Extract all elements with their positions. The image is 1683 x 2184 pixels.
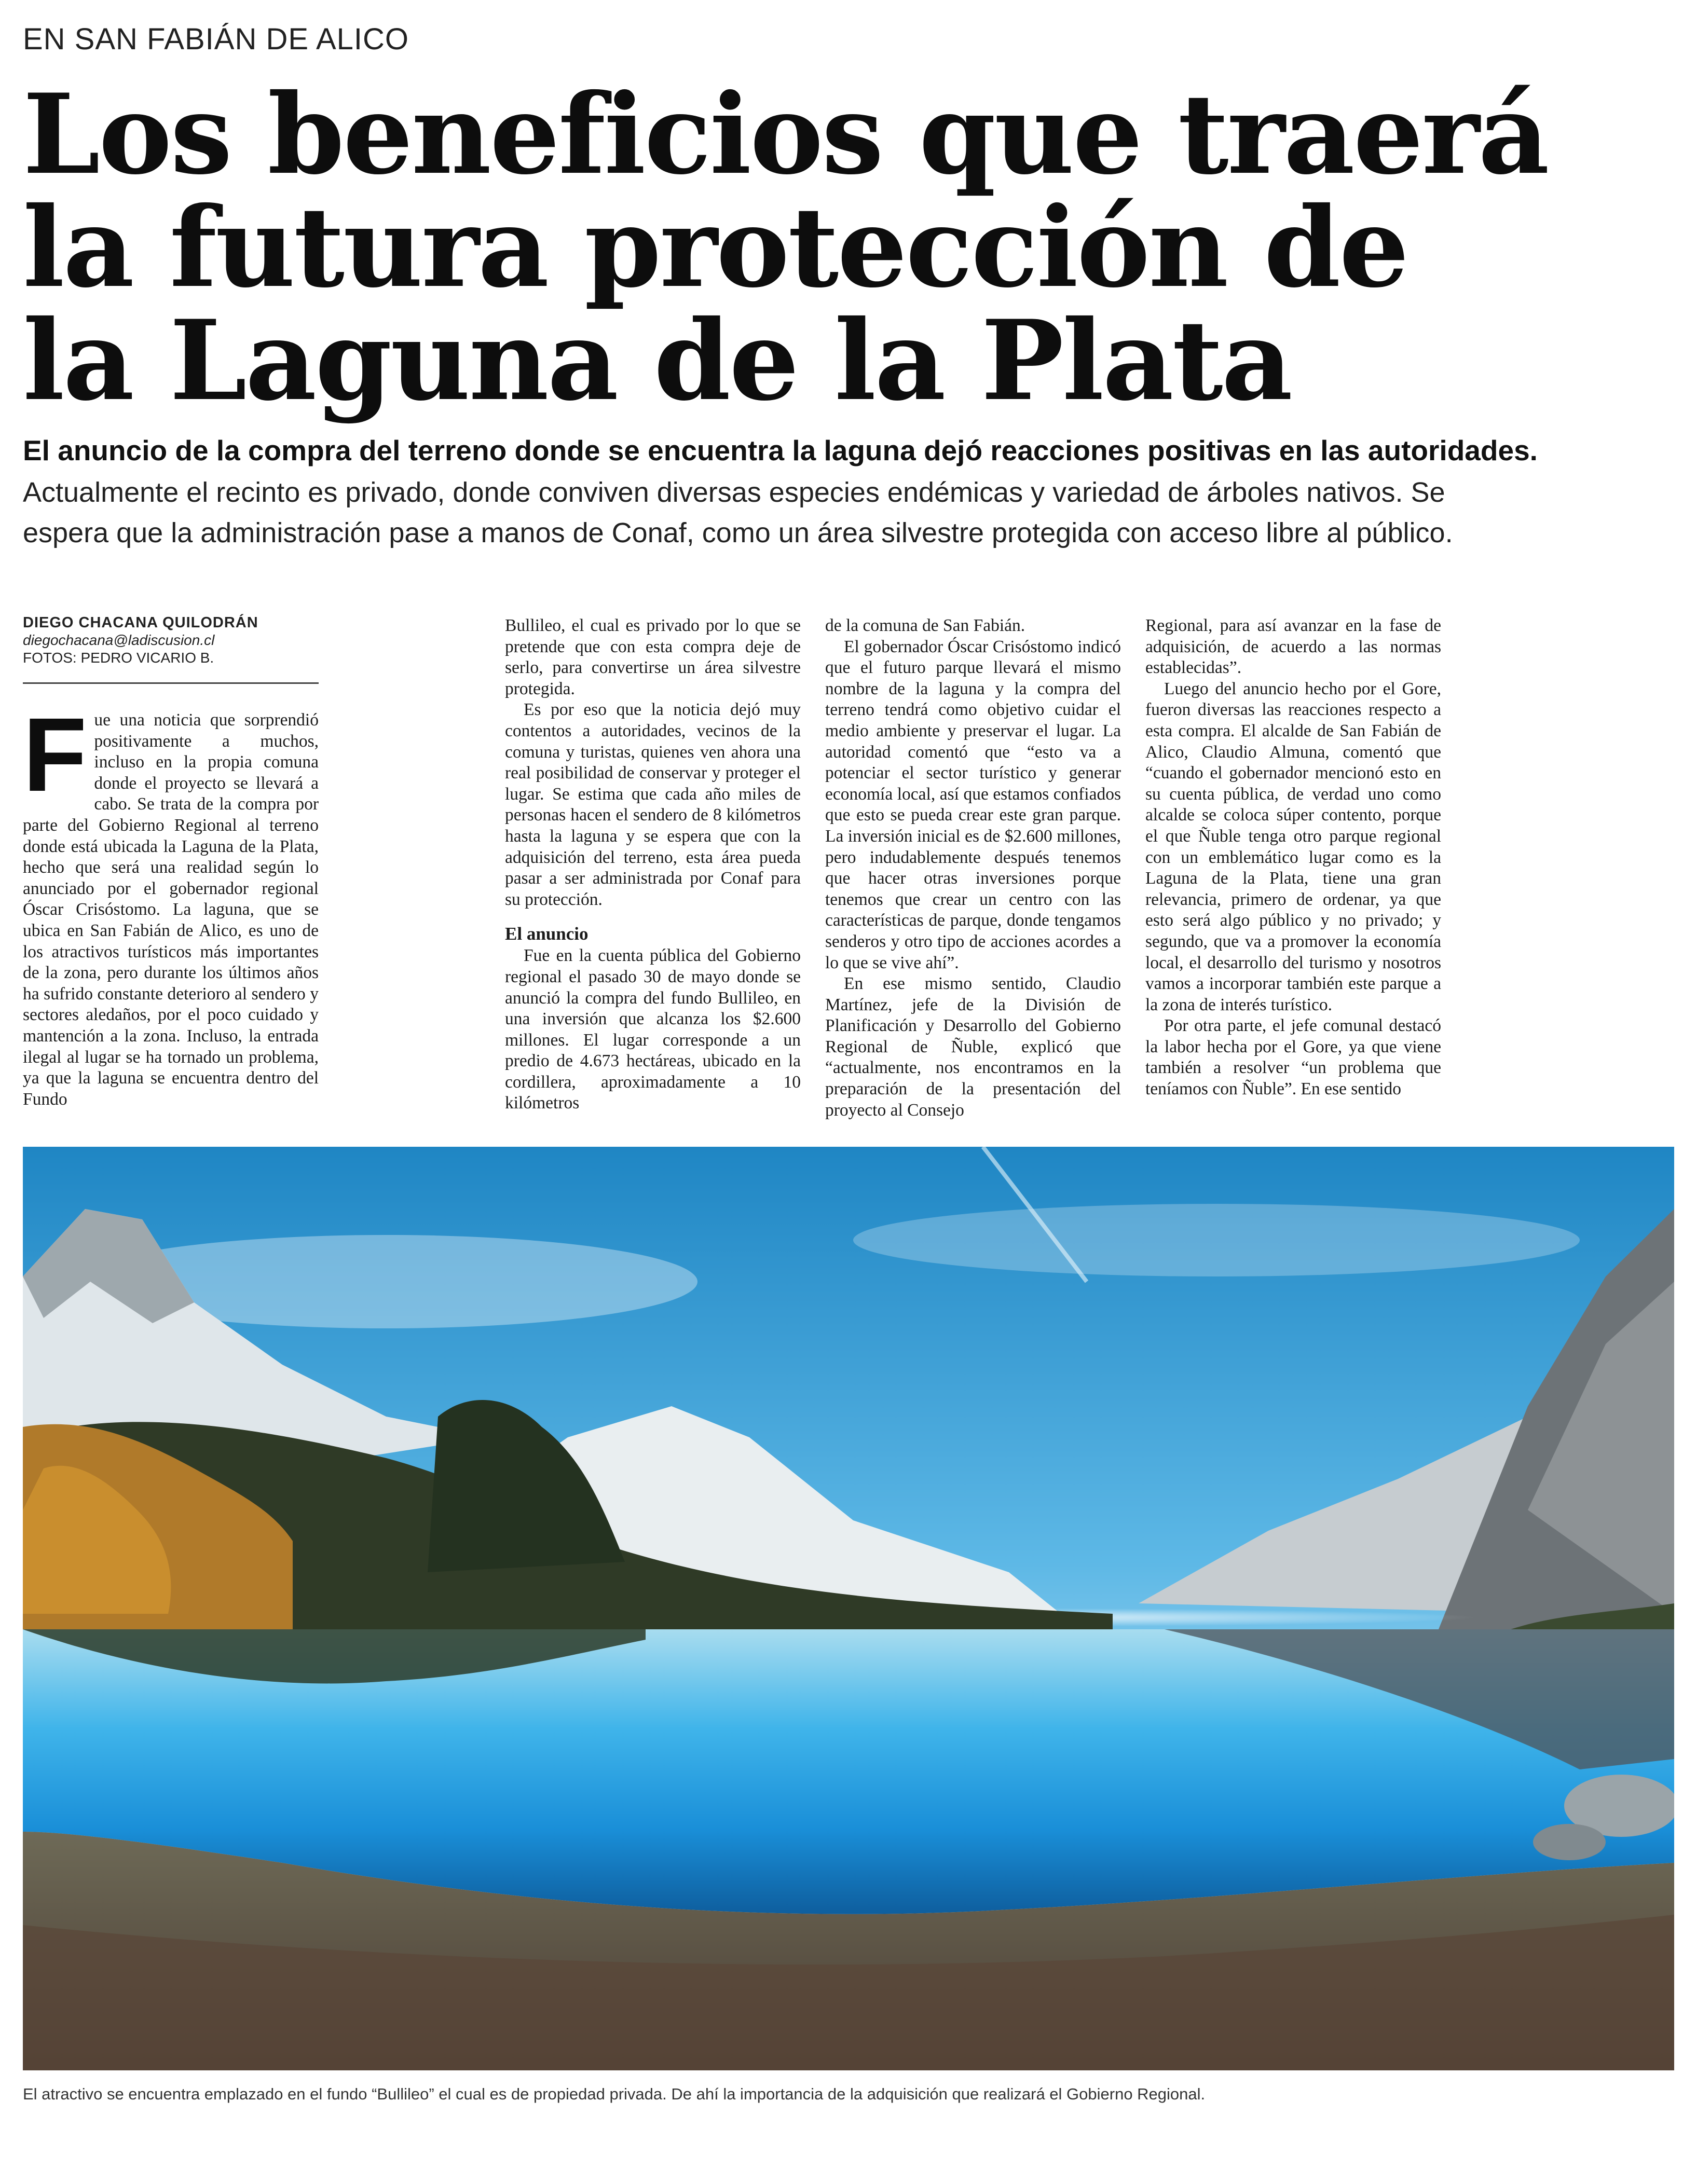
body-paragraph: ue una noticia que sorprendió positivamente a muchos, incluso en la propia comuna donde el proyecto se llevará a cabo. Se trata de la compra por parte del Gobierno Regional al terreno donde está ubicada la Laguna de la Plata, hecho que será una realidad según lo anunciado por el gobernador regional Óscar Crisóstomo. La laguna, que se ubica en San Fabián de Alico, es uno de los atractivos turísticos más importantes de la zona, pero durante los últimos años ha sufrido constante deterioro al sendero y sectores aledaños, por el poco cuidado y mantención a la zona. Incluso, la entrada ilegal al lugar se ha tornado un problema, ya que la laguna se encuentra dentro del Fundo <box>23 710 319 1109</box>
body-paragraph: Es por eso que la noticia dejó muy contentos a autoridades, vecinos de la comuna y turistas, quienes ven ahora una real posibilidad de conservar y proteger el lugar. Se estima que cada año miles de personas hacen el sendero de 8 kilómetros hasta la laguna y se espera que con la adquisición del terreno, esta área pueda pasar a ser administrada por Conaf para su protección. <box>505 700 801 909</box>
subdeck: Actualmente el recinto es privado, donde conviven diversas especies endémicas y variedad de árboles nativos. Se espera que la administración pase a manos de Conaf, como un área silvestre protegida con acceso libre al público. <box>23 477 1453 548</box>
byline-divider <box>23 682 319 684</box>
body-paragraph: El gobernador Óscar Crisóstomo indicó que el futuro parque llevará el mismo nombre de la laguna y la compra del terreno tendrá como objetivo cuidar el medio ambiente y preservar el lugar. La autoridad comentó que “esto va a potenciar el sector turístico y generar economía local, así que estamos confiados que esto se pueda crear este gran parque. La inversión inicial es de $2.600 millones, pero indudablemente después tenemos que hacer otras inversiones porque tenemos que crear un centro con las características de parque, donde tengamos senderos y otro tipo de acciones acordes a lo que se vive ahí”. <box>825 637 1121 972</box>
body-column-4 <box>1145 615 1441 1100</box>
headline-line: la futura protección de <box>23 183 1408 312</box>
lagoon-photo <box>23 1147 1674 2070</box>
author-email: diegochacana@ladiscusion.cl <box>23 632 215 648</box>
body-paragraph: En ese mismo sentido, Claudio Martínez, jefe de la División de Planificación y Desarrollo del Gobierno Regional de Ñuble, explicó que “actualmente, nos encontramos en la preparación de la presentación del proyecto al Consejo <box>825 974 1121 1120</box>
photo-caption: El atractivo se encuentra emplazado en el fundo “Bullileo” el cual es de propiedad privada. De ahí la importancia de la adquisición que realizará el Gobierno Regional. <box>23 2085 1206 2103</box>
photo-credit: FOTOS: PEDRO VICARIO B. <box>23 650 214 666</box>
lead-paragraph: El anuncio de la compra del terreno donde se encuentra la laguna dejó reacciones positivas en las autoridades. <box>23 434 1538 466</box>
body-paragraph: Bullileo, el cual es privado por lo que se pretende que con esta compra deje de serlo, para convertirse un área silvestre protegida. <box>505 616 801 698</box>
headline <box>23 70 1658 425</box>
drop-cap: F <box>23 696 87 813</box>
body-column-2 <box>505 615 801 1114</box>
section-kicker: EN SAN FABIÁN DE ALICO <box>23 22 409 56</box>
body-paragraph: de la comuna de San Fabián. <box>825 616 1025 635</box>
body-paragraph: Fue en la cuenta pública del Gobierno regional el pasado 30 de mayo donde se anunció la compra del fundo Bullileo, en una inversión que alcanza los $2.600 millones. El lugar corresponde a un predio de 4.673 hectáreas, ubicado en la cordillera, aproximadamente a 10 kilómetros <box>505 946 801 1113</box>
body-column-1 <box>23 696 319 1110</box>
body-paragraph: Luego del anuncio hecho por el Gore, fueron diversas las reacciones respecto a esta compra. El alcalde de San Fabián de Alico, Claudio Almuna, comentó que “cuando el gobernador mencionó esto en su cuenta pública, de verdad uno como alcalde se coloca súper contento, porque el que Ñuble tenga otro parque regional con un emblemático lugar como es la Laguna de la Plata, tiene una gran relevancia, primero de ordenar, ya que esto será algo público y no privado; y segundo, que va a promover la economía local, el desarrollo del turismo y nosotros vamos a incorporar también este parque a la zona de interés turístico. <box>1145 679 1441 1014</box>
body-paragraph: Regional, para así avanzar en la fase de adquisición, de acuerdo a las normas establecidas”. <box>1145 616 1441 678</box>
byline <box>23 614 319 684</box>
author-name: DIEGO CHACANA QUILODRÁN <box>23 614 258 631</box>
body-column-3 <box>825 615 1121 1121</box>
headline-line: Los beneficios que traerá <box>23 70 1548 199</box>
subheading: El anuncio <box>505 924 589 944</box>
headline-line: la Laguna de la Plata <box>23 296 1292 425</box>
body-paragraph: Por otra parte, el jefe comunal destacó la labor hecha por el Gore, ya que viene también a resolver “un problema que teníamos con Ñuble”. En ese sentido <box>1145 1016 1441 1099</box>
